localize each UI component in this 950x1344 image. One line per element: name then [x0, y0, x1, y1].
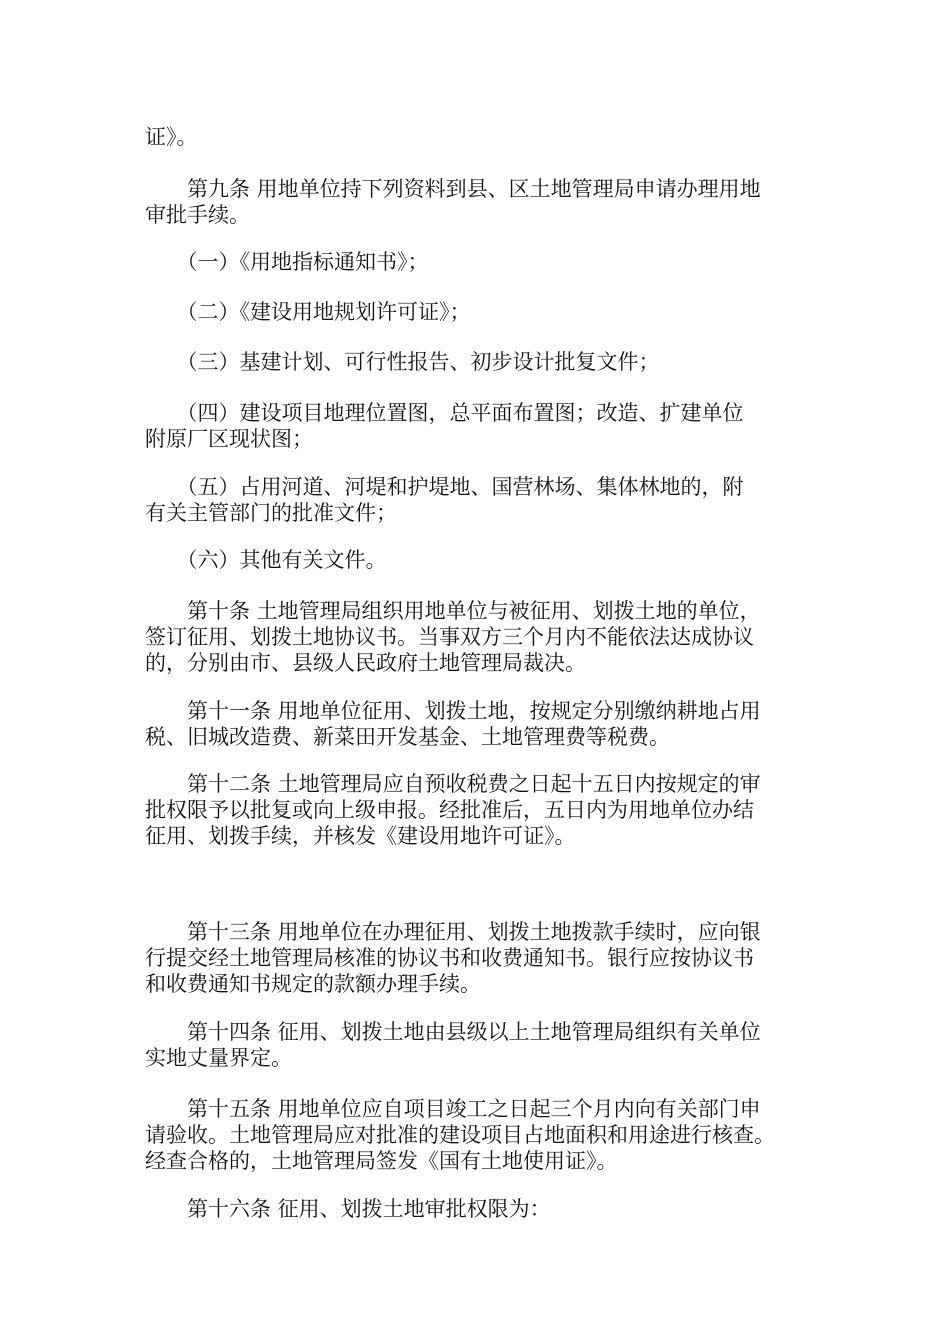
list-item-1 [145, 249, 820, 275]
list-item-6 [145, 547, 820, 573]
list-item-5 [145, 474, 820, 526]
text-line: 第十二条 土地管理局应自预收税费之日起十五日内按规定的审 [145, 772, 761, 796]
article-9 [145, 176, 820, 228]
article-15 [145, 1096, 820, 1174]
text-line: （三）基建计划、可行性报告、初步设计批复文件； [145, 350, 660, 374]
list-item-3 [145, 349, 820, 375]
text-line: 实地丈量界定。 [145, 1046, 292, 1070]
article-12 [145, 771, 820, 849]
text-line: 审批手续。 [145, 203, 250, 227]
text-line: （四）建设项目地理位置图，总平面布置图；改造、扩建单位 [145, 401, 744, 425]
text-line: 附原厂区现状图； [145, 427, 313, 451]
text-line: 第十三条 用地单位在办理征用、划拨土地拨款手续时，应向银 [145, 920, 761, 944]
article-13 [145, 919, 820, 997]
text-line: （二）《建设用地规划许可证》； [145, 300, 471, 324]
text-line: 第十一条 用地单位征用、划拨土地，按规定分别缴纳耕地占用 [145, 699, 761, 723]
text-line: 证》。 [145, 125, 198, 149]
article-10 [145, 598, 820, 676]
text-line: （六）其他有关文件。 [145, 548, 387, 572]
text-line: 的，分别由市、县级人民政府土地管理局裁决。 [145, 651, 586, 675]
text-line: 行提交经土地管理局核准的协议书和收费通知书。银行应按协议书 [145, 946, 754, 970]
article-14 [145, 1019, 820, 1071]
text-line: 签订征用、划拨土地协议书。当事双方三个月内不能依法达成协议 [145, 625, 754, 649]
text-line: 请验收。土地管理局应对批准的建设项目占地面积和用途进行核查。 [145, 1123, 775, 1147]
text-line: 第九条 用地单位持下列资料到县、区土地管理局申请办理用地 [145, 177, 761, 201]
text-line: 和收费通知书规定的款额办理手续。 [145, 972, 481, 996]
paragraph-continuation [145, 124, 820, 150]
text-line: 批权限予以批复或向上级申报。经批准后，五日内为用地单位办结 [145, 798, 754, 822]
article-16 [145, 1196, 820, 1222]
text-line: （一）《用地指标通知书》； [145, 250, 429, 274]
text-line: 第十六条 征用、划拨土地审批权限为： [145, 1197, 551, 1221]
text-line: 第十五条 用地单位应自项目竣工之日起三个月内向有关部门申 [145, 1097, 761, 1121]
list-item-2 [145, 299, 820, 325]
article-11 [145, 698, 820, 750]
list-item-4 [145, 400, 820, 452]
text-line: 第十四条 征用、划拨土地由县级以上土地管理局组织有关单位 [145, 1020, 761, 1044]
text-line: 税、旧城改造费、新菜田开发基金、土地管理费等税费。 [145, 725, 670, 749]
text-line: 经查合格的，土地管理局签发《国有土地使用证》。 [145, 1149, 618, 1173]
text-line: 征用、划拨手续，并核发《建设用地许可证》。 [145, 824, 576, 848]
text-line: （五）占用河道、河堤和护堤地、国营林场、集体林地的，附 [145, 475, 744, 499]
text-line: 有关主管部门的批准文件； [145, 501, 397, 525]
text-line: 第十条 土地管理局组织用地单位与被征用、划拨土地的单位， [145, 599, 761, 623]
